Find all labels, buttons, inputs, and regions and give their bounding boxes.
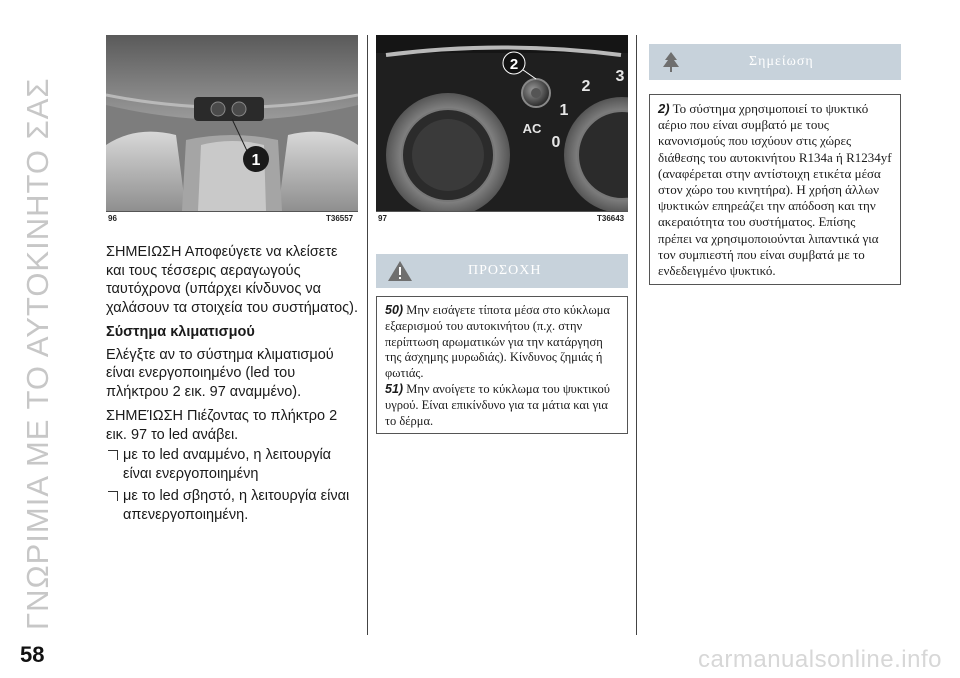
column-1-text: [106, 243, 358, 524]
figure-96-rule: [106, 211, 358, 212]
warning-item-50: [385, 303, 619, 382]
note-title: Σημείωση: [749, 54, 814, 69]
warning-body: [376, 296, 628, 434]
warning-item-51: [385, 382, 619, 429]
tree-icon: [659, 50, 683, 74]
watermark: carmanualsonline.info: [698, 646, 942, 673]
figure-97-code: T36643: [597, 214, 625, 223]
fan-speed-1-label: 1: [559, 102, 569, 119]
warning-triangle-icon: [386, 259, 414, 283]
car-interior-illustration: [106, 35, 358, 211]
bullet-item-led-on: [106, 446, 358, 483]
figure-97-rule: [376, 211, 628, 212]
figure-97-photo: [376, 35, 628, 211]
note-header: [649, 44, 901, 80]
fan-speed-0-label: 0: [551, 134, 561, 151]
bullet-led-on-text: με το led αναμμένο, η λειτουργία είναι ενεργοποιημένη: [123, 447, 332, 482]
climate-control-illustration: [376, 35, 628, 211]
figure-97-number: 97: [378, 214, 387, 223]
note-text: Το σύστημα χρησιμοποιεί το ψυκτικό αέριο που είναι συμβατό με τους κανονισμούς που ισχύουν στις χώρες διάθεσης του αυτοκινήτου R134a ή R1234yf (αναφέρεται στην αντίστοιχη ετικέτα μέσα στον χώρο του κινητήρα). Η χρήση άλλων ψυκτικών επηρεάζει την απόδοση και την ακεραιότητα του συστήματος. Επίσης πρέπει να χρησιμοποιούνται λιπαντικά για τον συμπιεστή που είναι συμβατά με το ενδεδειγμένο ψυκτικό.: [658, 101, 892, 279]
figure-96-photo: [106, 35, 358, 211]
fan-speed-2-label: 2: [581, 78, 591, 95]
figure-96-number: 96: [108, 214, 117, 223]
warning-title: ΠΡΟΣΟΧΗ: [468, 263, 542, 278]
column-divider-2: [636, 35, 637, 635]
page-number: 58: [20, 642, 45, 667]
warning-item-51-number: 51): [385, 381, 404, 396]
paragraph-check-ac: Ελέγξτε αν το σύστημα κλιματισμού είναι ενεργοποιημένο (led του πλήκτρου 2 εικ. 97 αναμμένο).: [106, 346, 334, 400]
bullet-check-icon: [108, 491, 118, 501]
bullet-item-led-off: [106, 487, 358, 524]
callout-1-label: 1: [251, 152, 261, 169]
paragraph-note-vents: ΣΗΜΕΙΩΣΗ Αποφεύγετε να κλείσετε και τους τέσσερις αεραγωγούς ταυτόχρονα (υπάρχει κίνδυνος να χαλάσουν τα στοιχεία του συστήματος).: [106, 244, 358, 316]
callout-2-label: 2: [509, 56, 519, 73]
warning-header: [376, 254, 628, 288]
warning-item-50-text: Μην εισάγετε τίποτα μέσα στο κύκλωμα εξαερισμού του αυτοκινήτου (π.χ. στην περίπτωση αρωματικών για την κατάργηση της άσχημης μυρωδιάς). Κίνδυνος ζημιάς ή φωτιάς.: [385, 303, 610, 381]
note-body: [649, 94, 901, 285]
bullet-led-off-text: με το led σβηστό, η λειτουργία είναι απενεργοποιημένη.: [123, 488, 350, 523]
figure-96-code: T36557: [326, 214, 354, 223]
bullet-check-icon: [108, 450, 118, 460]
warning-item-50-number: 50): [385, 303, 404, 317]
section-heading-ac: Σύστημα κλιματισμού: [106, 324, 255, 340]
fan-speed-3-label: 3: [615, 68, 625, 85]
chapter-title-text: ΓΝΩΡΙΜΙΑ ΜΕ ΤΟ ΑΥΤΟΚΙΝΗΤΟ ΣΑΣ: [20, 77, 55, 630]
note-number: 2): [658, 101, 670, 116]
ac-label: AC: [522, 121, 542, 136]
column-divider-1: [367, 35, 368, 635]
chapter-sidebar-title: [20, 30, 70, 630]
paragraph-note-button: ΣΗΜΕΊΩΣΗ Πιέζοντας το πλήκτρο 2 εικ. 97 το led ανάβει.: [106, 408, 338, 443]
warning-item-51-text: Μην ανοίγετε το κύκλωμα του ψυκτικού υγρού. Είναι επικίνδυνο για τα μάτια και για το δέρμα.: [385, 381, 610, 428]
